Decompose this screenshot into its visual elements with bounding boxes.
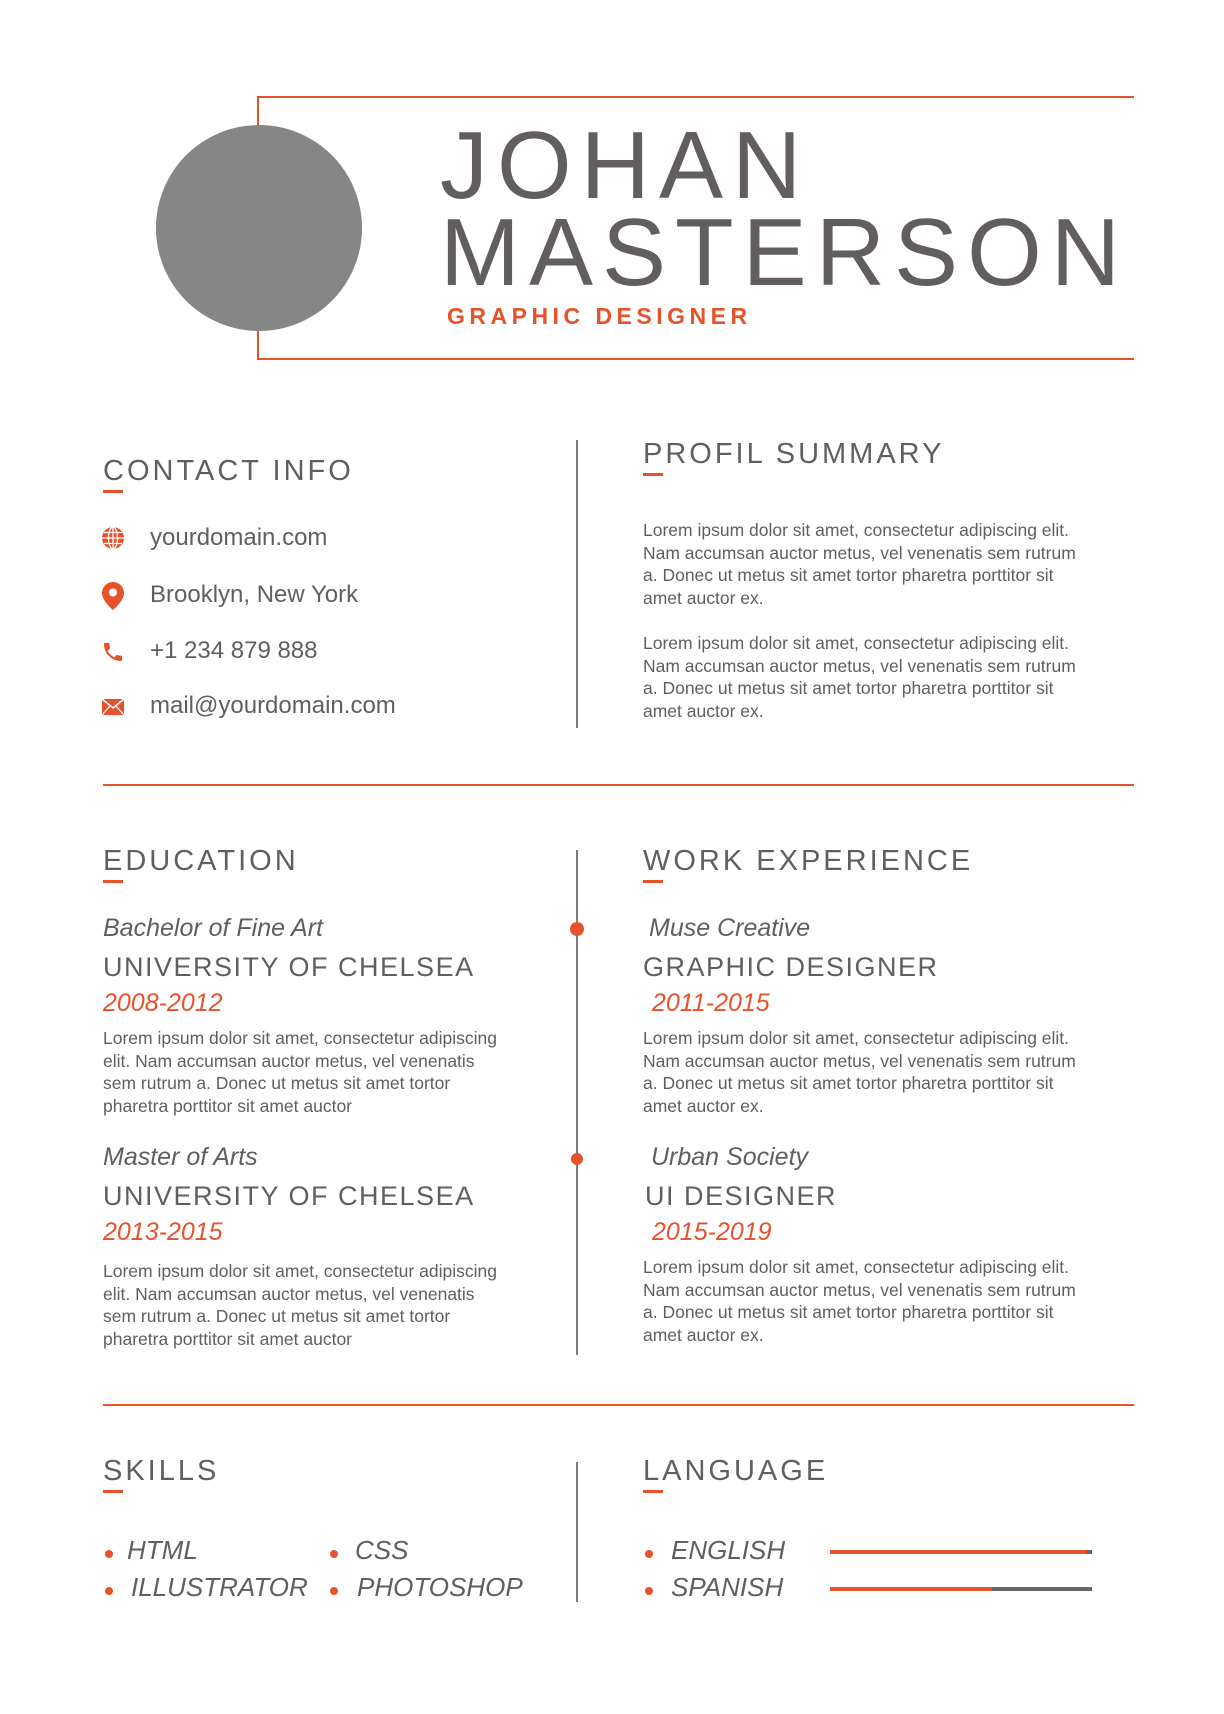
first-name: JOHAN	[440, 112, 811, 219]
header-frame-left	[257, 96, 259, 126]
heading-underline	[643, 1490, 663, 1493]
experience-company: Muse Creative	[649, 914, 811, 942]
language-name: SPANISH	[671, 1572, 784, 1602]
language-heading: LANGUAGE	[643, 1455, 829, 1487]
skill-item: HTML	[127, 1535, 198, 1565]
contact-website[interactable]: yourdomain.com	[150, 524, 328, 551]
section-divider	[103, 1404, 1134, 1406]
column-divider	[576, 1462, 578, 1602]
bullet	[330, 1550, 338, 1558]
language-level-bar	[830, 1587, 1092, 1591]
contact-heading: CONTACT INFO	[103, 455, 354, 487]
heading-underline	[103, 1490, 123, 1493]
education-school: UNIVERSITY OF CHELSEA	[103, 952, 475, 982]
bullet	[105, 1550, 113, 1558]
timeline-dot	[571, 1153, 583, 1165]
header-frame-top	[257, 96, 1134, 98]
phone-icon	[101, 640, 125, 664]
education-years: 2008-2012	[103, 989, 223, 1017]
experience-description: Lorem ipsum dolor sit amet, consectetur adipiscing elit. Nam accumsan auctor metus, vel venenatis sem rutrum a. Donec ut metus sit amet tortor pharetra porttitor sit amet auctor ex.	[643, 1028, 1076, 1117]
header-frame-bottom	[257, 358, 1134, 360]
education-degree: Bachelor of Fine Art	[103, 914, 324, 942]
bullet	[330, 1587, 338, 1595]
education-degree: Master of Arts	[103, 1143, 258, 1171]
skill-item: PHOTOSHOP	[357, 1572, 523, 1602]
language-level-fill	[830, 1550, 1087, 1554]
avatar	[156, 125, 362, 331]
language-level-bar	[830, 1550, 1092, 1554]
heading-underline	[643, 473, 663, 476]
education-years: 2013-2015	[103, 1218, 223, 1246]
bullet	[645, 1587, 653, 1595]
experience-description: Lorem ipsum dolor sit amet, consectetur adipiscing elit. Nam accumsan auctor metus, vel venenatis sem rutrum a. Donec ut metus sit amet tortor pharetra porttitor sit amet auctor ex.	[643, 1257, 1076, 1346]
experience-role: UI DESIGNER	[645, 1181, 838, 1211]
timeline-dot	[570, 922, 584, 936]
contact-phone[interactable]: +1 234 879 888	[150, 637, 318, 664]
bullet	[105, 1587, 113, 1595]
section-divider	[103, 784, 1134, 786]
contact-email[interactable]: mail@yourdomain.com	[150, 692, 396, 719]
header-frame-left	[257, 330, 259, 360]
location-pin-icon	[101, 582, 125, 610]
education-school: UNIVERSITY OF CHELSEA	[103, 1181, 475, 1211]
column-divider	[576, 440, 578, 728]
summary-paragraph: Lorem ipsum dolor sit amet, consectetur adipiscing elit. Nam accumsan auctor metus, vel venenatis sem rutrum a. Donec ut metus sit amet tortor pharetra porttitor sit amet auctor ex.	[643, 520, 1076, 609]
globe-icon	[101, 526, 125, 550]
language-name: ENGLISH	[671, 1535, 786, 1565]
experience-role: GRAPHIC DESIGNER	[643, 952, 939, 982]
job-title: GRAPHIC DESIGNER	[447, 303, 752, 329]
heading-underline	[643, 880, 663, 883]
heading-underline	[103, 880, 123, 883]
education-description: Lorem ipsum dolor sit amet, consectetur adipiscing elit. Nam accumsan auctor metus, vel venenatis sem rutrum a. Donec ut metus sit amet tortor pharetra porttitor sit amet auctor	[103, 1261, 497, 1350]
experience-years: 2011-2015	[652, 989, 770, 1017]
summary-paragraph: Lorem ipsum dolor sit amet, consectetur adipiscing elit. Nam accumsan auctor metus, vel venenatis sem rutrum a. Donec ut metus sit amet tortor pharetra porttitor sit amet auctor ex.	[643, 633, 1076, 722]
language-level-fill	[830, 1587, 992, 1591]
mail-icon	[101, 697, 125, 717]
skill-item: ILLUSTRATOR	[131, 1572, 308, 1602]
skill-item: CSS	[355, 1535, 409, 1565]
experience-years: 2015-2019	[652, 1218, 772, 1246]
summary-heading: PROFIL SUMMARY	[643, 438, 945, 470]
skills-heading: SKILLS	[103, 1455, 220, 1487]
education-description: Lorem ipsum dolor sit amet, consectetur adipiscing elit. Nam accumsan auctor metus, vel venenatis sem rutrum a. Donec ut metus sit amet tortor pharetra porttitor sit amet auctor	[103, 1028, 497, 1117]
education-heading: EDUCATION	[103, 845, 299, 877]
experience-company: Urban Society	[651, 1143, 809, 1171]
contact-location: Brooklyn, New York	[150, 581, 359, 608]
last-name: MASTERSON	[440, 199, 1130, 306]
experience-heading: WORK EXPERIENCE	[643, 845, 974, 877]
bullet	[645, 1550, 653, 1558]
heading-underline	[103, 490, 123, 493]
